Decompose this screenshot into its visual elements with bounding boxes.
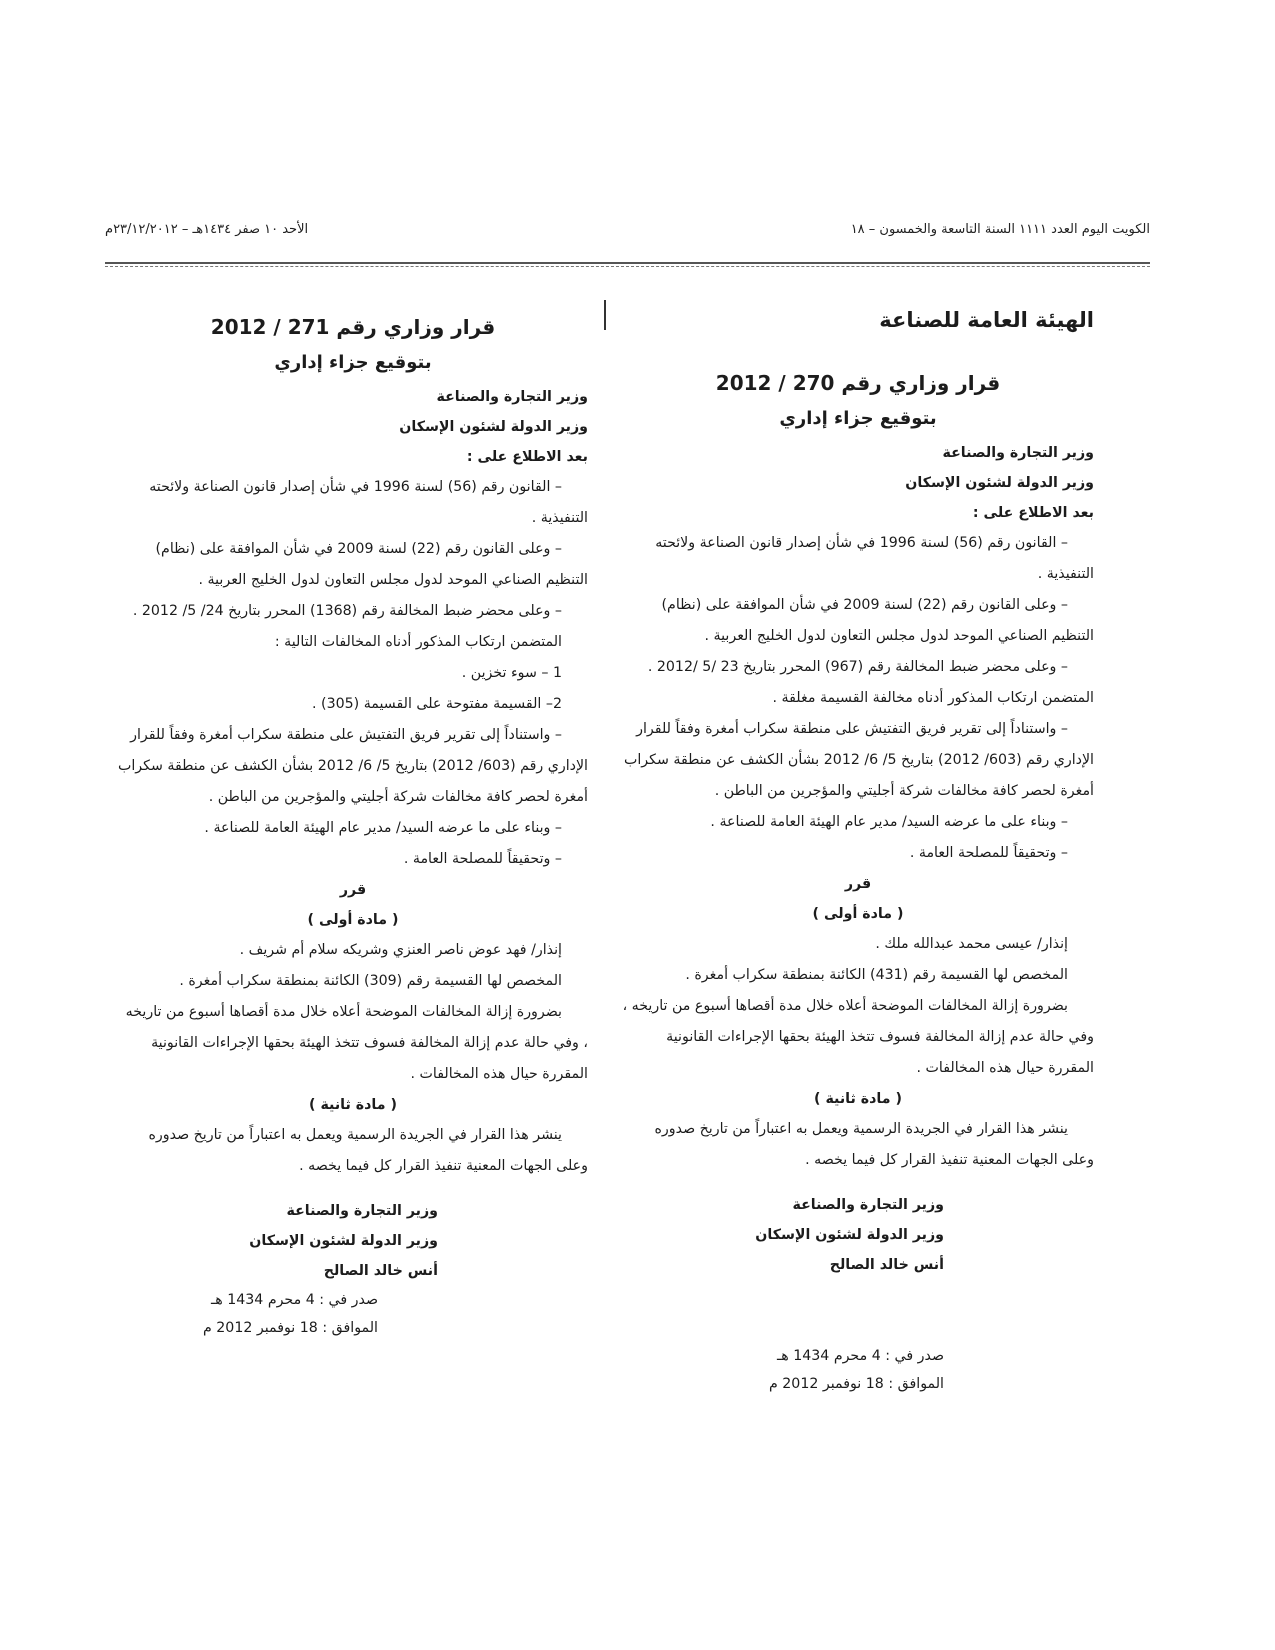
- body-paragraph: ينشر هذا القرار في الجريدة الرسمية ويعمل به اعتباراً من تاريخ صدوره وعلى الجهات المعنية تنفيذ القرار كل فيما يخصه .: [654, 1121, 1094, 1168]
- header-issue-info: الكويت اليوم العدد ١١١١ السنة التاسعة والخمسون – ١٨: [850, 222, 1150, 237]
- signature-title-housing: وزير الدولة لشئون الإسكان: [249, 1233, 438, 1249]
- article-heading: ( مادة أولى ): [812, 906, 904, 922]
- issue-date-block: [622, 1342, 1094, 1398]
- signature-block: [118, 1196, 588, 1286]
- decree-271-column: [118, 308, 588, 1342]
- body-paragraph: بضرورة إزالة المخالفات الموضحة أعلاه خلال مدة أقصاها أسبوع من تاريخه ، وفي حالة عدم إزالة المخالفة فسوف تتخذ الهيئة بحقها الإجراءات القانونية المقررة حيال هذه المخالفات .: [125, 1004, 588, 1082]
- recital-paragraph: – وبناء على ما عرضه السيد/ مدير عام الهيئة العامة للصناعة .: [204, 820, 562, 836]
- page-header: [105, 212, 1150, 248]
- issued-hijri: صدر في : 4 محرم 1434 هـ: [211, 1292, 378, 1308]
- minister-title: وزير التجارة والصناعة: [942, 445, 1094, 461]
- decree-title: قرار وزاري رقم 270 / 2012: [715, 371, 1001, 395]
- recital-paragraph: – وعلى محضر ضبط المخالفة رقم (1368) المحرر بتاريخ 24/ 5/ 2012 .: [132, 603, 562, 619]
- column-divider: [604, 300, 606, 330]
- signature-block: [622, 1190, 1094, 1280]
- warning-line: إنذار/ عيسى محمد عبدالله ملك .: [875, 936, 1068, 952]
- recital-paragraph: – وتحقيقاً للمصلحة العامة .: [909, 845, 1068, 861]
- violation-item: 2– القسيمة مفتوحة على القسيمة (305) .: [312, 696, 562, 712]
- signature-name: أنس خالد الصالح: [829, 1257, 944, 1273]
- signature-name: أنس خالد الصالح: [323, 1263, 438, 1279]
- decides-heading: قرر: [339, 882, 367, 898]
- recital-paragraph: – واستناداً إلى تقرير فريق التفتيش على منطقة سكراب أمغرة وفقاً للقرار الإداري رقم (603/ 2012) بتاريخ 5/ 6/ 2012 بشأن الكشف عن منطقة سكراب أمغرة لحصر كافة مخالفات شركة أجليتي والمؤجرين من الباطن .: [118, 727, 588, 805]
- issued-hijri: صدر في : 4 محرم 1434 هـ: [777, 1348, 944, 1364]
- recital-paragraph: المتضمن ارتكاب المذكور أدناه المخالفات التالية :: [274, 634, 562, 650]
- recital-paragraph: – وعلى القانون رقم (22) لسنة 2009 في شأن الموافقة على (نظام) التنظيم الصناعي الموحد لدول مجلس التعاون لدول الخليج العربية .: [155, 541, 588, 588]
- issued-gregorian: الموافق : 18 نوفمبر 2012 م: [202, 1320, 378, 1336]
- article-heading: ( مادة أولى ): [307, 912, 399, 928]
- body-paragraph: المخصص لها القسيمة رقم (431) الكائنة بمنطقة سكراب أمغرة .: [685, 967, 1068, 983]
- after-review-label: بعد الاطلاع على :: [466, 449, 588, 465]
- header-rule-dashed: [105, 266, 1150, 267]
- decree-subtitle: بتوقيع جزاء إداري: [779, 408, 937, 429]
- recital-paragraph: المتضمن ارتكاب المذكور أدناه مخالفة القسيمة مغلقة .: [772, 690, 1094, 706]
- body-paragraph: المخصص لها القسيمة رقم (309) الكائنة بمنطقة سكراب أمغرة .: [179, 973, 562, 989]
- signature-title: وزير التجارة والصناعة: [792, 1197, 944, 1213]
- signature-title-housing: وزير الدولة لشئون الإسكان: [755, 1227, 944, 1243]
- decides-heading: قرر: [844, 876, 872, 892]
- minister-title-housing: وزير الدولة لشئون الإسكان: [905, 475, 1094, 491]
- recital-paragraph: – القانون رقم (56) لسنة 1996 في شأن إصدار قانون الصناعة ولائحته التنفيذية .: [655, 535, 1094, 582]
- minister-title: وزير التجارة والصناعة: [436, 389, 588, 405]
- recital-paragraph: – واستناداً إلى تقرير فريق التفتيش على منطقة سكراب أمغرة وفقاً للقرار الإداري رقم (603/ 2012) بتاريخ 5/ 6/ 2012 بشأن الكشف عن منطقة سكراب أمغرة لحصر كافة مخالفات شركة أجليتي والمؤجرين من الباطن .: [624, 721, 1094, 799]
- body-paragraph: بضرورة إزالة المخالفات الموضحة أعلاه خلال مدة أقصاها أسبوع من تاريخه ، وفي حالة عدم إزالة المخالفة فسوف تتخذ الهيئة بحقها الإجراءات القانونية المقررة حيال هذه المخالفات .: [622, 998, 1094, 1076]
- signature-title: وزير التجارة والصناعة: [286, 1203, 438, 1219]
- recital-paragraph: – وتحقيقاً للمصلحة العامة .: [403, 851, 562, 867]
- article-heading: ( مادة ثانية ): [814, 1091, 902, 1107]
- body-paragraph: ينشر هذا القرار في الجريدة الرسمية ويعمل به اعتباراً من تاريخ صدوره وعلى الجهات المعنية تنفيذ القرار كل فيما يخصه .: [148, 1127, 588, 1174]
- issued-gregorian: الموافق : 18 نوفمبر 2012 م: [768, 1376, 944, 1392]
- recital-paragraph: – وبناء على ما عرضه السيد/ مدير عام الهيئة العامة للصناعة .: [710, 814, 1068, 830]
- article-heading: ( مادة ثانية ): [309, 1097, 397, 1113]
- minister-title-housing: وزير الدولة لشئون الإسكان: [399, 419, 588, 435]
- decree-subtitle: بتوقيع جزاء إداري: [274, 352, 432, 373]
- after-review-label: بعد الاطلاع على :: [972, 505, 1094, 521]
- authority-heading: الهيئة العامة للصناعة: [879, 308, 1094, 332]
- recital-paragraph: – وعلى محضر ضبط المخالفة رقم (967) المحرر بتاريخ 23 /5 /2012 .: [647, 659, 1068, 675]
- recital-paragraph: – القانون رقم (56) لسنة 1996 في شأن إصدار قانون الصناعة ولائحته التنفيذية .: [149, 479, 588, 526]
- recital-paragraph: – وعلى القانون رقم (22) لسنة 2009 في شأن الموافقة على (نظام) التنظيم الصناعي الموحد لدول مجلس التعاون لدول الخليج العربية .: [661, 597, 1094, 644]
- header-rule: [105, 262, 1150, 264]
- violation-item: 1 – سوء تخزين .: [461, 665, 562, 681]
- warning-line: إنذار/ فهد عوض ناصر العنزي وشريكه سلام أم شريف .: [239, 942, 562, 958]
- issue-date-block: [118, 1286, 588, 1342]
- header-date: الأحد ١٠ صفر ١٤٣٤هـ – ٢٣/١٢/٢٠١٢م: [105, 222, 309, 237]
- decree-title: قرار وزاري رقم 271 / 2012: [210, 315, 496, 339]
- decree-270-column: [622, 300, 1094, 1398]
